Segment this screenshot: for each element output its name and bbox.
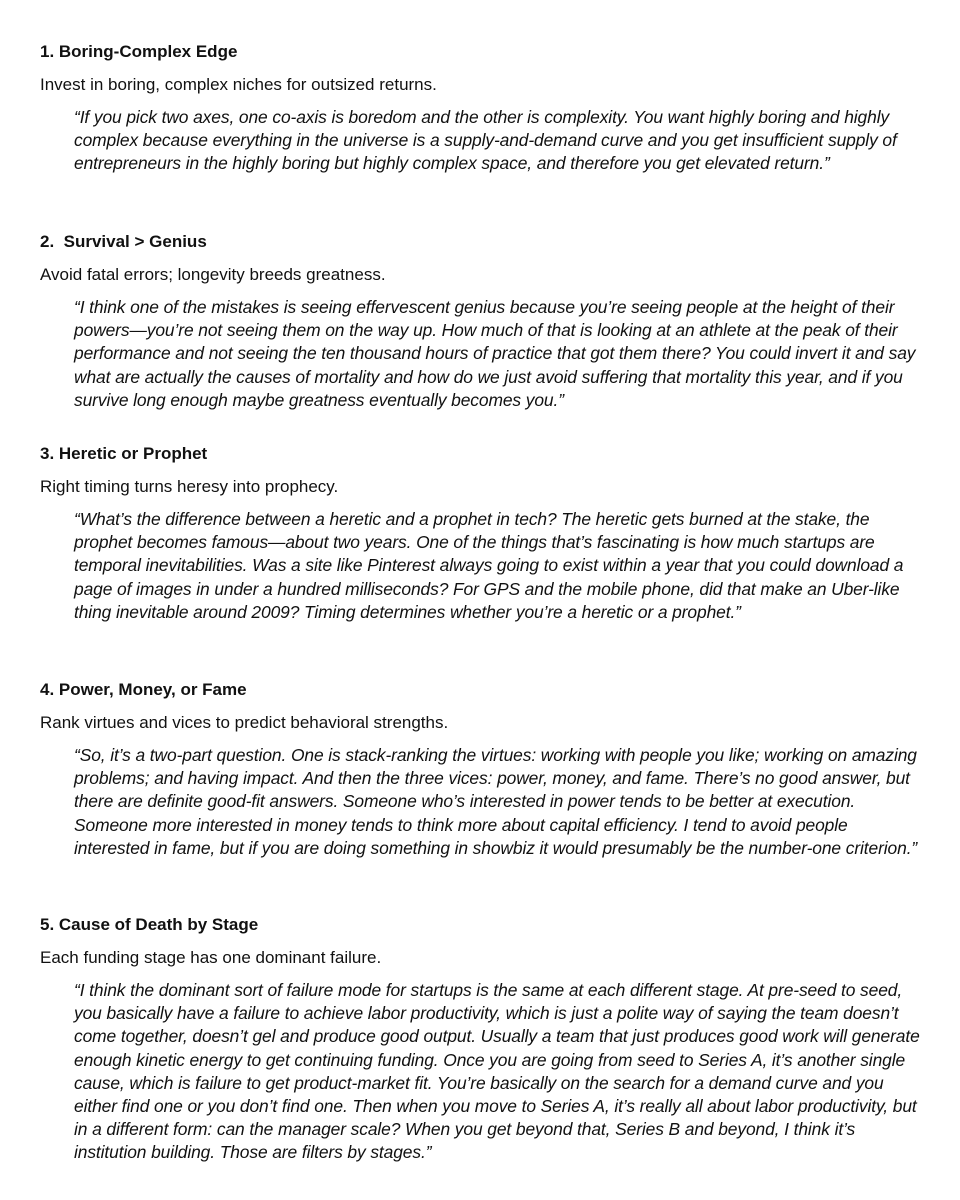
section-heading: 5. Cause of Death by Stage (40, 915, 259, 934)
section-heading: 1. Boring-Complex Edge (40, 42, 238, 61)
section-summary: Avoid fatal errors; longevity breeds greatness. (40, 265, 386, 284)
section-summary: Rank virtues and vices to predict behavioral strengths. (40, 713, 449, 732)
section-cause-of-death-by-stage (40, 914, 920, 1165)
section-quote: “What’s the difference between a heretic and a prophet in tech? The heretic gets burned at the stake, the prophet becomes famous—about two years. One of the things that’s fascinating is how much startups are temporal inevitabilities. Was a site like Pinterest always going to exist within a year that you could download a page of images in under a hundred milliseconds? For GPS and the mobile phone, did that make an Uber-like thing inevitable around 2009? Timing determines whether you’re a heretic or a prophet.” (74, 509, 904, 622)
section-boring-complex-edge (40, 41, 920, 176)
section-summary: Right timing turns heresy into prophecy. (40, 477, 339, 496)
section-quote: “I think one of the mistakes is seeing effervescent genius because you’re seeing people at the height of their powers—you’re not seeing them on the way up. How much of that is looking at an athlete at the peak of their performance and not seeing the ten thousand hours of practice that got them there? You could invert it and say what are actually the causes of mortality and how do we just avoid suffering that mortality this year, and if you survive long enough maybe greatness eventually becomes you.” (74, 297, 916, 410)
section-quote: “I think the dominant sort of failure mode for startups is the same at each different stage. At pre-seed to seed, you basically have a failure to achieve labor productivity, which is just a polite way of saying the team doesn’t come together, doesn’t gel and produce good output. Usually a team that just produces good work will generate enough kinetic energy to get continuing funding. Once you are going from seed to Series A, it’s another single cause, which is failure to get product-market fit. You’re basically on the search for a demand curve and you either find one or you don’t find one. Then when you move to Series A, it’s really all about labor productivity, but in a different form: can the manager scale? When you get beyond that, Series B and beyond, I think it’s institution building. Those are filters by stages.” (74, 980, 920, 1163)
section-summary: Each funding stage has one dominant failure. (40, 948, 382, 967)
section-summary: Invest in boring, complex niches for outsized returns. (40, 75, 437, 94)
section-heretic-or-prophet (40, 443, 920, 624)
section-heading: 4. Power, Money, or Fame (40, 680, 247, 699)
section-quote: “If you pick two axes, one co-axis is boredom and the other is complexity. You want highly boring and highly complex because everything in the universe is a supply-and-demand curve and you get insufficient supply of entrepreneurs in the highly boring but highly complex space, and therefore you get elevated return.” (74, 107, 897, 174)
section-survival-genius (40, 231, 920, 412)
section-heading: 2. Survival > Genius (40, 232, 207, 251)
section-power-money-fame (40, 679, 920, 860)
section-quote: “So, it’s a two-part question. One is stack-ranking the virtues: working with people you like; working on amazing problems; and having impact. And then the three vices: power, money, and fame. There’s no good answer, but there are definite good-fit answers. Someone who’s interested in power tends to be better at execution. Someone more interested in money tends to think more about capital efficiency. I tend to avoid people interested in fame, but if you are doing something in showbiz it would presumably be the number-one criterion.” (74, 745, 918, 858)
section-heading: 3. Heretic or Prophet (40, 444, 208, 463)
